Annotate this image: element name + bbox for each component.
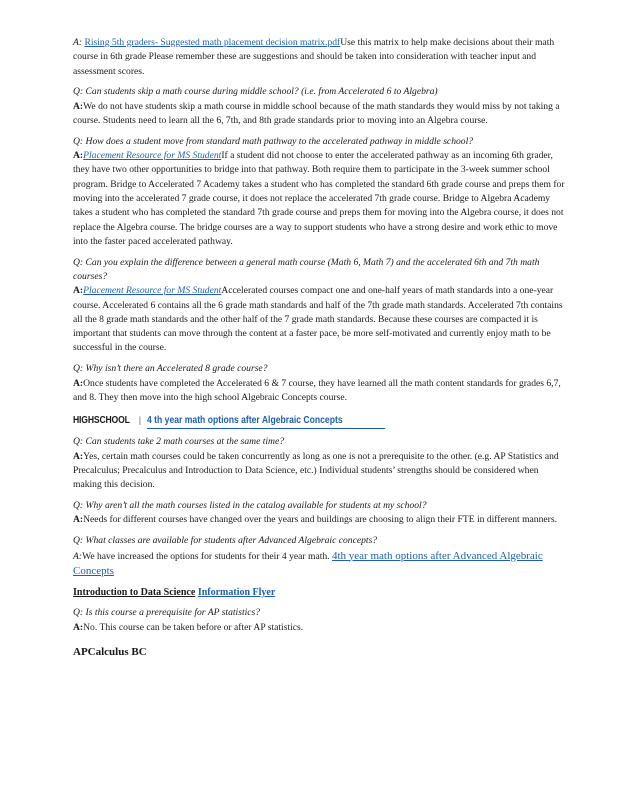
- answer-text: No. This course can be taken before or after AP statistics.: [83, 621, 304, 633]
- answer-text: If a student did not choose to enter the accelerated pathway as an incoming 6th grader, they have two other opportunities to bridge into that pathway. Both require them to participate in the 3-week summer school program. Bridge to Accelerated 7 Academy takes a student who has completed the standard 6th grade course and preps them for moving into the accelerated 7 grade course, it does not replace the accelerated 7th grade course. Bridge to Algebra Academy takes a student who has completed the standard 7th grade course and preps them for moving into the Algebra course, it does not replace the Algebra course. The bridge courses are a way to support students who have a strong desire and work ethic to move into the faster paced accelerated pathway.: [73, 150, 565, 247]
- intro-paragraph: [73, 36, 567, 79]
- question: Q: Can you explain the difference between a general math course (Math 6, Math 7) and the accelerated 6th and 7th math courses?: [73, 256, 540, 282]
- 4th-year-options-link[interactable]: 4 th year math options after Algebraic Concepts: [147, 414, 386, 429]
- highschool-heading: [73, 413, 567, 429]
- heading-separator: |: [139, 415, 141, 427]
- answer-text: Yes, certain math courses could be taken concurrently as long as one is not a prerequisite to the other. (e.g. AP Statistics and Precalculus; Precalculus and Introduction to Data Science, etc.) Individual students’ strengths should be considered when making this decision.: [73, 450, 559, 491]
- placement-resource-link[interactable]: Placement Resource for MS Student: [83, 150, 222, 162]
- qa-after-advanced-algebraic: [73, 534, 567, 579]
- qa-accelerated-8: [73, 362, 567, 405]
- answer-label: A:: [73, 621, 84, 633]
- answer-text: Once students have completed the Accelerated 6 & 7 course, they have learned all the math content standards for grades 6,7, and 8. They then move into the high school Algebraic Concepts course.: [73, 377, 561, 403]
- qa-catalog-availability: [73, 499, 567, 528]
- answer-prefix: A:: [73, 37, 85, 48]
- qa-accelerated-pathway: [73, 135, 567, 249]
- 4th-year-options-after-advanced-link[interactable]: 4th year math options after Advanced Algebraic Concepts: [73, 549, 543, 577]
- answer: [73, 513, 567, 527]
- qa-two-courses: [73, 435, 567, 492]
- answer-text: We have increased the options for students for their 4 year math.: [82, 550, 332, 562]
- answer: [73, 284, 567, 355]
- information-flyer-link[interactable]: Information Flyer: [197, 587, 276, 599]
- question: Q: Can students skip a math course during middle school? (i.e. from Accelerated 6 to Algebra): [73, 86, 438, 98]
- qa-general-vs-accelerated: [73, 256, 567, 356]
- answer-label: A:: [73, 377, 84, 389]
- question: Q: How does a student move from standard math pathway to the accelerated pathway in middle school?: [73, 135, 474, 147]
- answer: [73, 149, 567, 249]
- question: Q: What classes are available for students after Advanced Algebraic concepts?: [73, 535, 378, 547]
- question: Q: Is this course a prerequisite for AP statistics?: [73, 607, 261, 619]
- highschool-label: HIGHSCHOOL: [73, 414, 130, 427]
- answer-text: We do not have students skip a math course in middle school because of the math standards they would miss by not taking a course. Students need to learn all the 6, 7th, and 8th grade standards prior to moving into an Algebra course.: [73, 100, 560, 126]
- answer-text: Needs for different courses have changed over the years and buildings are choosing to align their FTE in different manners.: [83, 514, 557, 526]
- answer: [73, 450, 567, 493]
- intro-text: Use this matrix to help make decisions about their math course in 6th grade Please remember these are suggestions and should be taken into consideration with teacher input and assessment scores.: [73, 37, 555, 77]
- qa-skip-course: [73, 85, 567, 128]
- question: Q: Can students take 2 math courses at the same time?: [73, 436, 285, 448]
- answer-text: Accelerated courses compact one and one-half years of math standards into a one-year course. Accelerated 6 contains all the 6 grade math standards and half of the 7th grade math standards. Accelerated 7th contains all the 8 grade math standards and the other half of the 7 grade math standards. Because these courses are compacted it is important that students can move through the content at a faster pace, be more self-motivated and currently enjoy math to be successful in the course.: [73, 285, 563, 354]
- data-science-heading: [73, 586, 567, 600]
- ap-calculus-heading: APCalculus BC: [73, 645, 147, 658]
- answer-label: A:: [73, 100, 84, 112]
- placement-resource-link[interactable]: Placement Resource for MS Student: [83, 285, 222, 297]
- answer: [73, 549, 567, 580]
- answer: [73, 377, 567, 406]
- decision-matrix-link[interactable]: Rising 5th graders- Suggested math placement decision matrix.pdf: [84, 37, 341, 48]
- answer-label: A:: [73, 450, 84, 462]
- question: Q: Why aren’t all the math courses listed in the catalog available for students at my school?: [73, 500, 427, 512]
- answer-label: A:: [73, 514, 84, 526]
- answer: [73, 100, 567, 129]
- document-page: [73, 36, 567, 665]
- question: Q: Why isn’t there an Accelerated 8 grade course?: [73, 363, 268, 375]
- answer: [73, 621, 567, 635]
- answer-label: A:: [73, 285, 84, 297]
- data-science-title: Introduction to Data Science: [73, 587, 196, 599]
- answer-label: A:: [73, 550, 83, 562]
- qa-ap-statistics-prereq: [73, 606, 567, 635]
- answer-label: A:: [73, 150, 84, 162]
